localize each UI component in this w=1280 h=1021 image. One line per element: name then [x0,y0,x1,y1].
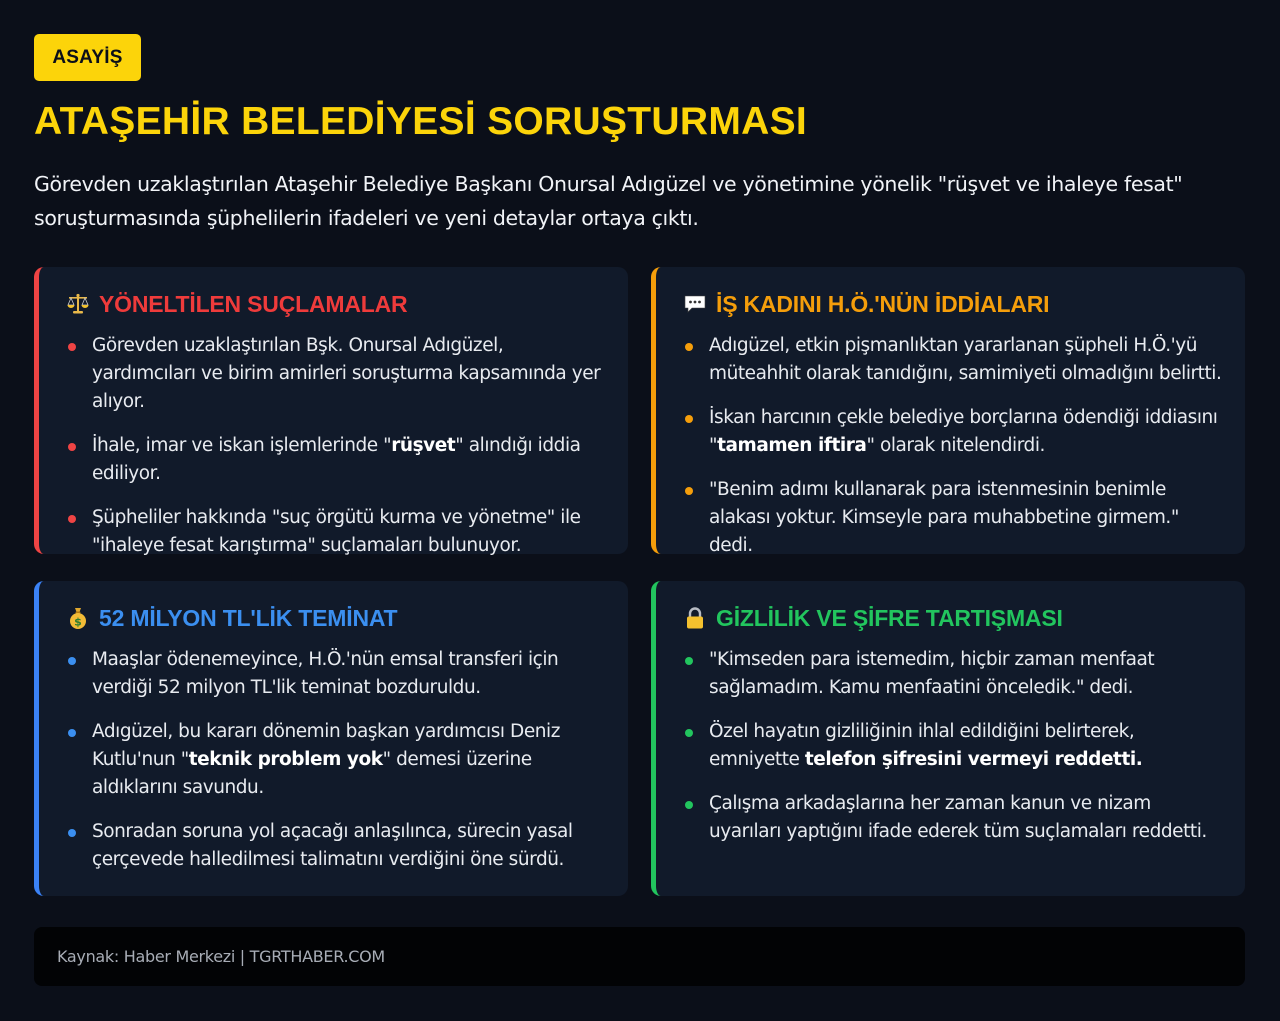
list-item: İskan harcının çekle belediye borçlarına ödendiği iddiasını "tamamen iftira" olarak nitelendirdi. [683,404,1225,460]
bullet-dot [685,487,693,495]
bullet-dot [68,729,76,737]
card-privacy [651,581,1245,896]
card-list [683,646,1225,846]
card-list [683,332,1225,560]
money-bag-icon [66,606,90,630]
card-header [683,289,1225,319]
card-header [66,603,608,633]
list-item: Özel hayatın gizliliğinin ihlal edildiğini belirterek, emniyette telefon şifresini vermeyi reddetti. [683,718,1225,774]
page-title: ATAŞEHİR BELEDİYESİ SORUŞTURMASI [34,100,808,143]
card-title: GİZLİLİK VE ŞİFRE TARTIŞMASI [716,604,1063,631]
page-subtitle: Görevden uzaklaştırılan Ataşehir Belediye Başkanı Onursal Adıgüzel ve yönetimine yönelik "rüşvet ve ihaleye fesat" soruşturmasında şüphelilerin ifadeleri ve yeni detaylar ortaya çıktı. [34,172,1183,230]
bullet-dot [68,443,76,451]
speech-bubble-icon [683,292,707,316]
list-item: Maaşlar ödenemeyince, H.Ö.'nün emsal transferi için verdiği 52 milyon TL'lik teminat bozduruldu. [66,646,608,702]
list-item: Adıgüzel, bu kararı dönemin başkan yardımcısı Deniz Kutlu'nun "teknik problem yok" demesi üzerine aldıklarını savundu. [66,718,608,802]
lock-icon [683,606,707,630]
card-header [683,603,1225,633]
card-collateral [34,581,628,896]
card-title: 52 MİLYON TL'LİK TEMİNAT [99,604,398,631]
bullet-dot [685,657,693,665]
source-footer [34,927,1245,986]
card-header [66,289,608,319]
list-item: Adıgüzel, etkin pişmanlıktan yararlanan şüpheli H.Ö.'yü müteahhit olarak tanıdığını, samimiyeti olmadığını belirtti. [683,332,1225,388]
card-accusations [34,267,628,554]
list-item: İhale, imar ve iskan işlemlerinde "rüşvet" alındığı iddia ediliyor. [66,432,608,488]
bullet-dot [68,343,76,351]
bullet-dot [68,829,76,837]
card-list [66,646,608,874]
category-badge: ASAYİŞ [34,34,141,81]
list-item: "Benim adımı kullanarak para istenmesinin benimle alakası yoktur. Kimseyle para muhabbetine girmem." dedi. [683,476,1225,560]
bullet-dot [68,657,76,665]
bullet-dot [685,415,693,423]
list-item: Çalışma arkadaşlarına her zaman kanun ve nizam uyarıları yaptığını ifade ederek tüm suçlamaları reddetti. [683,790,1225,846]
card-claims [651,267,1245,554]
bullet-dot [685,729,693,737]
card-list [66,332,608,560]
list-item: "Kimseden para istemedim, hiçbir zaman menfaat sağlamadım. Kamu menfaatini önceledik." dedi. [683,646,1225,702]
card-title: İŞ KADINI H.Ö.'NÜN İDDİALARI [716,290,1050,317]
list-item: Şüpheliler hakkında "suç örgütü kurma ve yönetme" ile "ihaleye fesat karıştırma" suçlamaları bulunuyor. [66,504,608,560]
scales-icon [66,292,90,316]
list-item: Görevden uzaklaştırılan Bşk. Onursal Adıgüzel, yardımcıları ve birim amirleri soruşturma kapsamında yer alıyor. [66,332,608,416]
list-item: Sonradan soruna yol açacağı anlaşılınca, sürecin yasal çerçevede halledilmesi talimatını verdiğini öne sürdü. [66,818,608,874]
bullet-dot [68,515,76,523]
bullet-dot [685,343,693,351]
card-title: YÖNELTİLEN SUÇLAMALAR [99,290,408,317]
bullet-dot [685,801,693,809]
source-text: Kaynak: Haber Merkezi | TGRTHABER.COM [57,947,385,966]
svg-text:$: $ [74,615,82,629]
